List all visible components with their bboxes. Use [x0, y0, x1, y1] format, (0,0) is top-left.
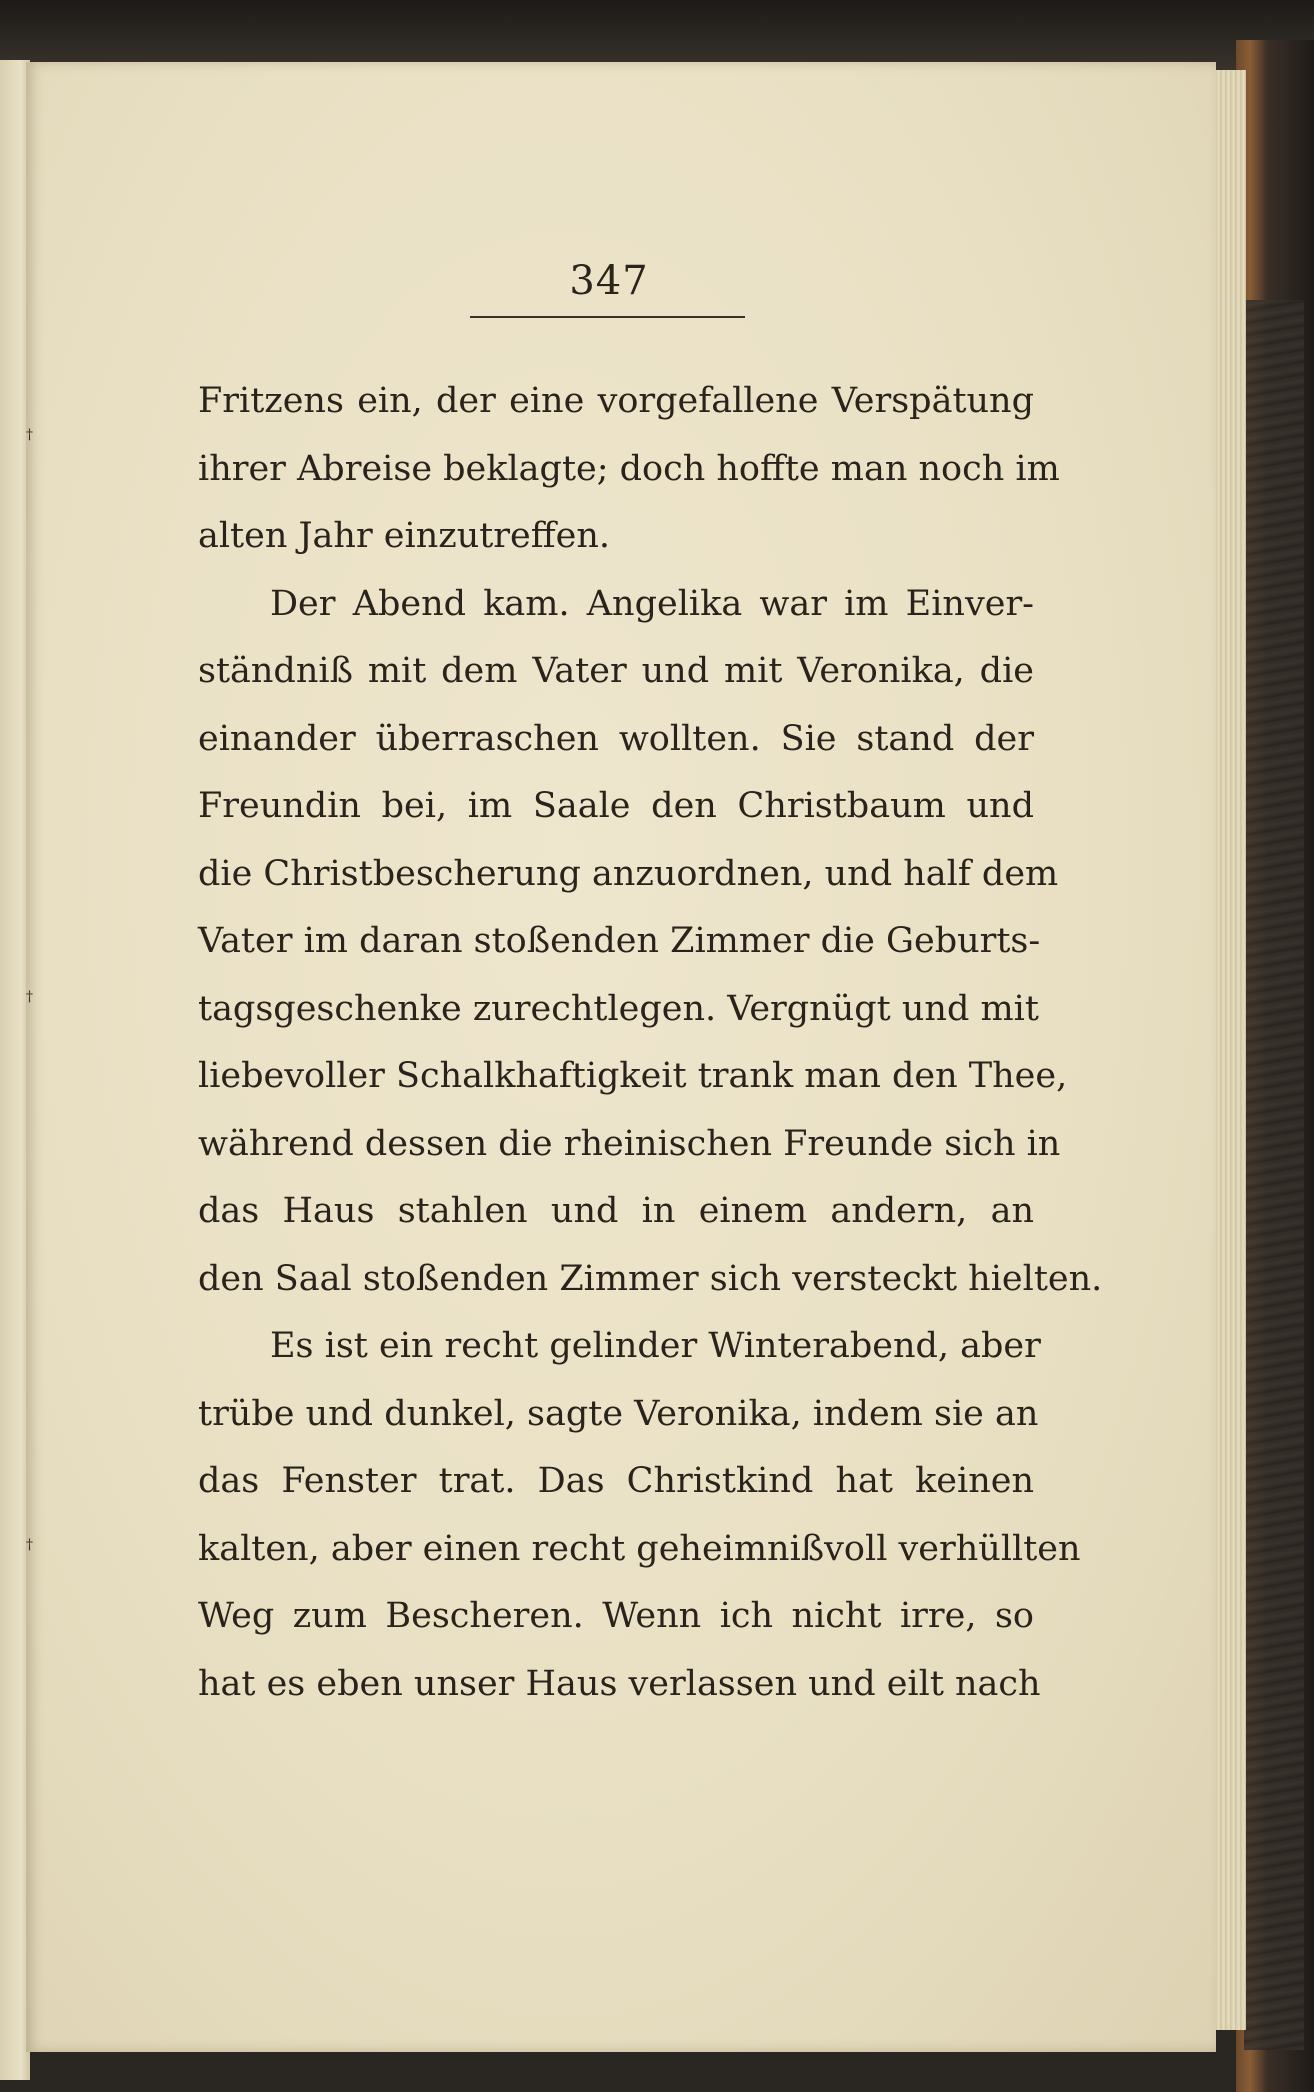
- text-line: ihrer Abreise beklagte; doch hoffte man noch im: [198, 448, 1060, 489]
- text-line: liebevoller Schalkhaftigkeit trank man den Thee,: [198, 1056, 1068, 1096]
- text-line: hat es eben unser Haus verlassen und eilt nach: [198, 1663, 1041, 1704]
- page-body-text: [198, 368, 1103, 1718]
- text-line: die Christbescherung anzuordnen, und half dem: [198, 853, 1059, 894]
- text-line: den Saal stoßenden Zimmer sich versteckt hielten.: [198, 1258, 1103, 1299]
- page-number: 347: [569, 258, 649, 304]
- gutter-mark: †: [26, 1537, 33, 1553]
- header-rule: [470, 316, 745, 318]
- gutter-mark: †: [26, 989, 33, 1005]
- text-line: Fritzens ein, der eine vorgefallene Verspätung: [198, 381, 1034, 421]
- text-line: während dessen die rheinischen Freunde sich in: [198, 1123, 1061, 1164]
- text-line: Freundin bei, im Saale den Christbaum und: [198, 786, 1034, 826]
- text-line: Der Abend kam. Angelika war im Einver-: [270, 583, 1034, 624]
- text-line: alten Jahr einzutreffen.: [198, 516, 610, 556]
- text-line: kalten, aber einen recht geheimnißvoll verhüllten: [198, 1528, 1081, 1569]
- leather-cover: [1244, 300, 1304, 2050]
- text-line: einander überraschen wollten. Sie stand der: [198, 718, 1034, 759]
- text-line: Weg zum Bescheren. Wenn ich nicht irre, so: [198, 1596, 1034, 1636]
- gutter-mark: †: [26, 427, 33, 443]
- text-line: das Fenster trat. Das Christkind hat keinen: [198, 1461, 1034, 1501]
- text-line: ständniß mit dem Vater und mit Veronika, die: [198, 651, 1034, 691]
- text-line: Es ist ein recht gelinder Winterabend, aber: [270, 1326, 1041, 1366]
- text-line: das Haus stahlen und in einem andern, an: [198, 1191, 1034, 1231]
- text-line: trübe und dunkel, sagte Veronika, indem sie an: [198, 1393, 1039, 1434]
- text-line: Vater im daran stoßenden Zimmer die Geburts-: [198, 921, 1041, 961]
- text-line: tagsgeschenke zurechtlegen. Vergnügt und mit: [198, 988, 1039, 1029]
